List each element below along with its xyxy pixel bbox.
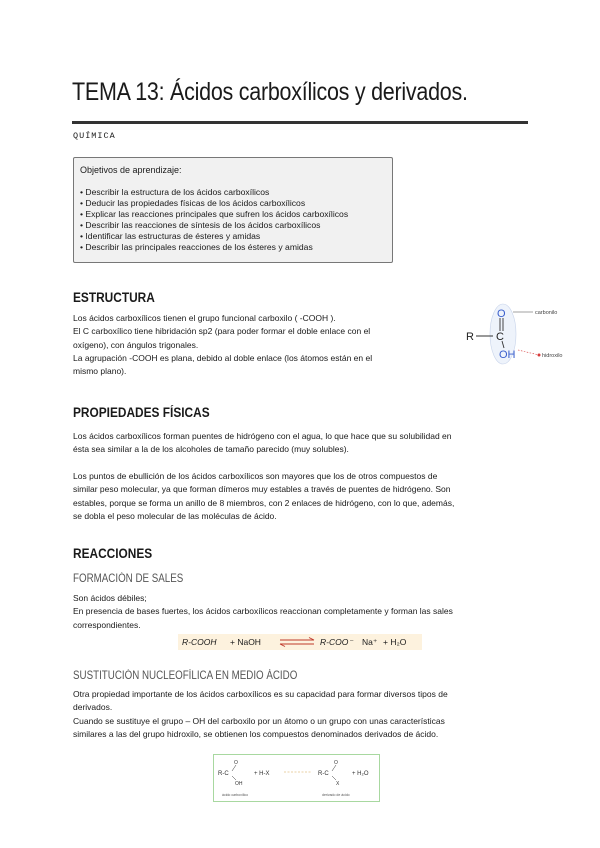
objective-item: • Describir las reacciones de síntesis de los ácidos carboxílicos — [80, 220, 321, 231]
text-line: mismo plano). — [73, 366, 127, 377]
atom-oh: OH — [499, 349, 516, 361]
page-title: TEMA 13: Ácidos carboxílicos y derivados. — [72, 78, 468, 106]
text-line: estables, porque se forma un anillo de 8 miembros, con 2 enlaces de hidrógeno, con lo que, además, — [73, 497, 455, 508]
text-line: El C carboxílico tiene hibridación sp2 (para poder formar el doble enlace con el — [73, 326, 371, 337]
text-line: Los ácidos carboxílicos tienen el grupo funcional carboxilo ( -COOH ). — [73, 313, 336, 323]
objective-item: • Describir las principales reacciones de los ésteres y amidas — [80, 242, 313, 253]
objectives-box — [73, 157, 393, 263]
left-o: O — [234, 760, 238, 766]
text-line: Cuando se sustituye el grupo – OH del carboxilo por un átomo o un grupo con unas características — [73, 715, 445, 726]
left-oh: OH — [235, 781, 243, 787]
text-line: Los puntos de ebullición de los ácidos carboxílicos son mayores que los de otros compuestos de — [73, 471, 438, 481]
title-divider — [72, 121, 528, 124]
text-line: ésta sea similar a la de los alcoholes de tamaño parecido (muy solubles). — [73, 444, 349, 455]
atom-o: O — [497, 308, 506, 320]
left-caption: ácido carboxílico — [222, 793, 249, 797]
section-heading-reacciones: REACCIONES — [73, 546, 153, 561]
atom-c: C — [496, 331, 504, 343]
text-line: correspondientes. — [73, 619, 141, 630]
left-reagent: + H-X — [254, 771, 270, 777]
subheading-sustitucion: SUSTITUCIÓN NUCLEOFÍLICA EN MEDIO ÁCIDO — [73, 670, 298, 682]
eq-product-3: + H₂O — [383, 637, 407, 647]
salt-equation — [178, 634, 422, 650]
eq-reactant-2: + NaOH — [230, 637, 261, 647]
eq-product-1: R-COO⁻ — [320, 637, 353, 647]
propiedades-para-2 — [73, 470, 454, 523]
subject-tag: QUÍMICA — [73, 131, 116, 141]
objective-item: • Deducir las propiedades físicas de los ácidos carboxílicos — [80, 198, 306, 209]
section-heading-estructura: ESTRUCTURA — [73, 290, 155, 305]
text-line: se dobla el peso molecular de las moléculas de ácido. — [73, 510, 277, 521]
eq-reactant-1: R-COOH — [182, 637, 217, 647]
derivative-reaction-figure — [213, 754, 380, 802]
text-line: derivados. — [73, 702, 113, 713]
objective-item: • Explicar las reacciones principales que sufren los ácidos carboxílicos — [80, 209, 349, 220]
estructura-text — [73, 312, 372, 378]
right-single-bond — [332, 776, 336, 780]
sustitucion-text — [73, 688, 448, 741]
objectives-list — [80, 187, 348, 254]
hydroxyl-pointer — [518, 350, 539, 355]
text-line: En presencia de bases fuertes, los ácidos carboxílicos reaccionan completamente y forman las sales — [73, 606, 453, 617]
label-carbonyl: carbonilo — [535, 310, 558, 316]
text-line: similar peso molecular, ya que forman dímeros muy estables a través de puentes de hidrógeno. Son — [73, 484, 451, 495]
eq-product-2: Na⁺ — [362, 637, 378, 647]
objective-item: • Describir la estructura de los ácidos carboxílicos — [80, 187, 270, 197]
sales-text — [73, 592, 453, 632]
right-o: O — [334, 760, 338, 766]
text-line: Otra propiedad importante de los ácidos carboxílicos es su capacidad para formar diversos tipos de — [73, 689, 448, 699]
text-line: oxígeno), con ángulos trigonales. — [73, 339, 199, 350]
text-line: Son ácidos débiles; — [73, 593, 147, 603]
hydroxyl-dot — [538, 354, 541, 357]
equilibrium-arrow-icon — [278, 637, 316, 647]
subheading-formacion-sales: FORMACIÓN DE SALES — [73, 573, 184, 585]
text-line: La agrupación -COOH es plana, debido al doble enlace (los átomos están en el — [73, 352, 373, 363]
right-water: + H₂O — [352, 771, 369, 777]
carboxyl-diagram — [455, 300, 575, 370]
right-group: R-C — [318, 771, 329, 777]
right-x: X — [336, 781, 340, 787]
section-heading-propiedades: PROPIEDADES FÍSICAS — [73, 405, 210, 420]
derivative-reaction-diagram — [214, 755, 379, 801]
propiedades-para-1 — [73, 430, 452, 457]
label-hydroxyl: hidroxilo — [542, 353, 563, 359]
objectives-header: Objetivos de aprendizaje: — [80, 165, 182, 175]
left-group: R-C — [218, 771, 229, 777]
text-line: Los ácidos carboxílicos forman puentes de hidrógeno con el agua, lo que hace que su solubilidad en — [73, 431, 452, 441]
right-caption: derivado de ácido — [322, 793, 350, 797]
objective-item: • Identificar las estructuras de ésteres y amidas — [80, 231, 261, 242]
atom-r: R — [466, 331, 474, 343]
left-single-bond — [232, 776, 236, 780]
text-line: similares a las del grupo hidroxilo, se obtienen los compuestos denominados derivados de ácido. — [73, 728, 439, 739]
